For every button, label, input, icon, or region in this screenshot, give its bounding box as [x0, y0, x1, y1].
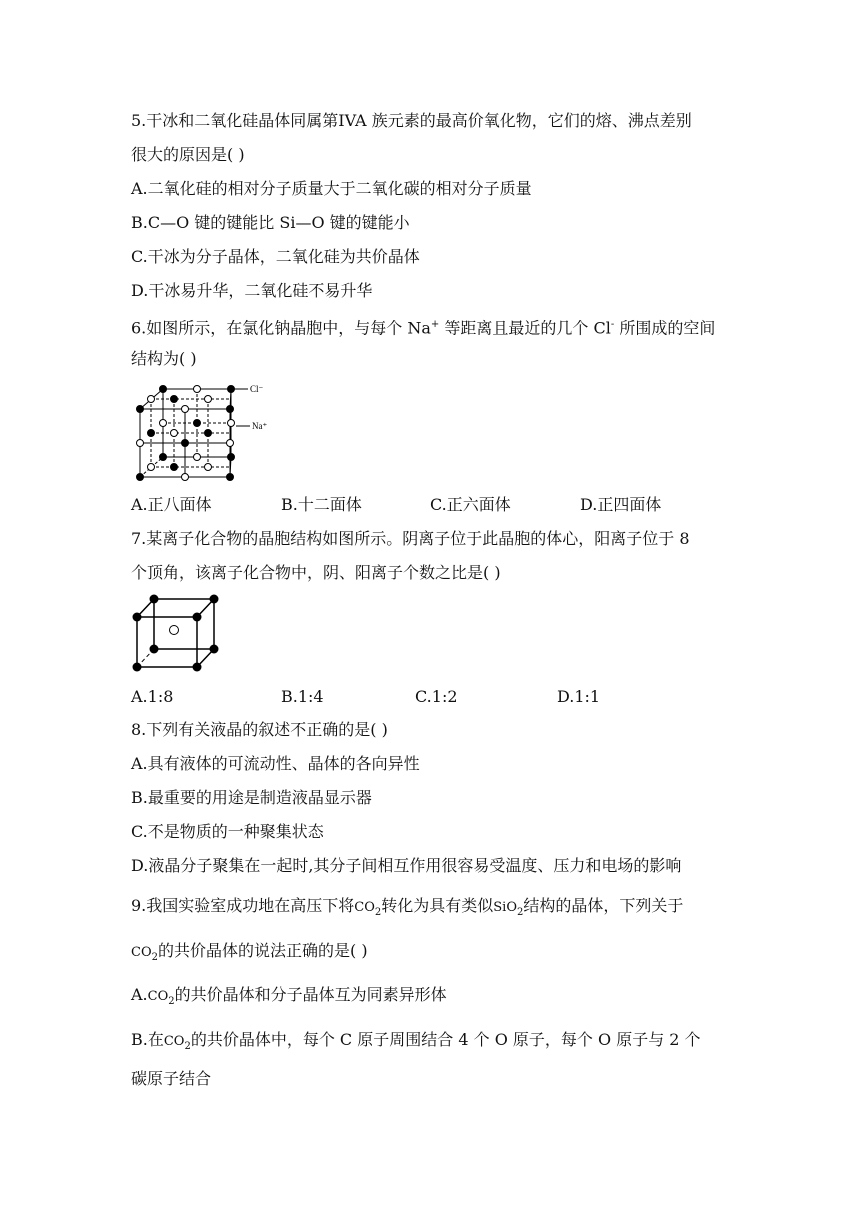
- q9-stem-line1: 9.我国实验室成功地在高压下将$CO_2$转化为具有类似SiO$_2$结构的晶体，下列关于: [131, 896, 684, 919]
- q8-option-a: A.具有液体的可流动性、晶体的各向异性: [131, 754, 420, 773]
- q5-stem-line2: 很大的原因是( ): [131, 145, 245, 164]
- q9-option-b: B.在$CO_2$的共价晶体中，每个 C 原子周围结合 4 个 O 原子，每个 O 原子与 2 个: [131, 1030, 701, 1053]
- cl-label: Cl⁻: [250, 384, 264, 394]
- q6-stem-line2: 结构为( ): [131, 349, 197, 368]
- q5-option-c: C.干冰为分子晶体，二氧化硅为共价晶体: [131, 247, 420, 266]
- q9-option-a: $A.CO_2$的共价晶体和分子晶体互为同素异形体: [131, 985, 447, 1008]
- q5-option-d: D.干冰易升华，二氧化硅不易升华: [131, 281, 373, 300]
- q8-stem: 8.下列有关液晶的叙述不正确的是( ): [131, 720, 388, 739]
- na-label: Na⁺: [252, 421, 268, 431]
- q7-option-a: A.1:8: [131, 687, 174, 706]
- nacl-unit-cell-figure: [126, 380, 276, 485]
- q5-stem-line1: 5.干冰和二氧化硅晶体同属第IVA 族元素的最高价氧化物，它们的熔、沸点差别: [131, 111, 692, 130]
- q6-option-a: A.正八面体: [131, 495, 212, 514]
- q7-option-c: C.1:2: [415, 687, 458, 706]
- q8-option-c: C.不是物质的一种聚集状态: [131, 822, 324, 841]
- q6-option-b: B.十二面体: [281, 495, 362, 514]
- q8-option-b: B.最重要的用途是制造液晶显示器: [131, 788, 372, 807]
- q5-option-a: A.二氧化硅的相对分子质量大于二氧化碳的相对分子质量: [131, 179, 532, 198]
- q7-option-b: B.1:4: [281, 687, 324, 706]
- q9-stem-line2: $CO_2$的共价晶体的说法正确的是( ): [131, 941, 368, 964]
- q6-option-c: C.正六面体: [430, 495, 511, 514]
- q6-stem-line1: 6.如图所示，在氯化钠晶胞中，与每个 Na+ 等距离且最近的几个 Cl- 所围成的空间: [131, 318, 716, 338]
- q7-option-d: D.1:1: [557, 687, 601, 706]
- ionic-unit-cell-figure: [128, 592, 224, 674]
- q8-option-d: D.液晶分子聚集在一起时,其分子间相互作用很容易受温度、压力和电场的影响: [131, 856, 682, 875]
- q7-stem-line2: 个顶角，该离子化合物中，阴、阳离子个数之比是( ): [131, 563, 501, 582]
- q6-option-d: D.正四面体: [580, 495, 662, 514]
- q7-stem-line1: 7.某离子化合物的晶胞结构如图所示。阴离子位于此晶胞的体心，阳离子位于 8: [131, 529, 690, 548]
- q9-option-b-line2: 碳原子结合: [131, 1069, 212, 1088]
- q5-option-b: B.C—O 键的键能比 Si—O 键的键能小: [131, 213, 410, 232]
